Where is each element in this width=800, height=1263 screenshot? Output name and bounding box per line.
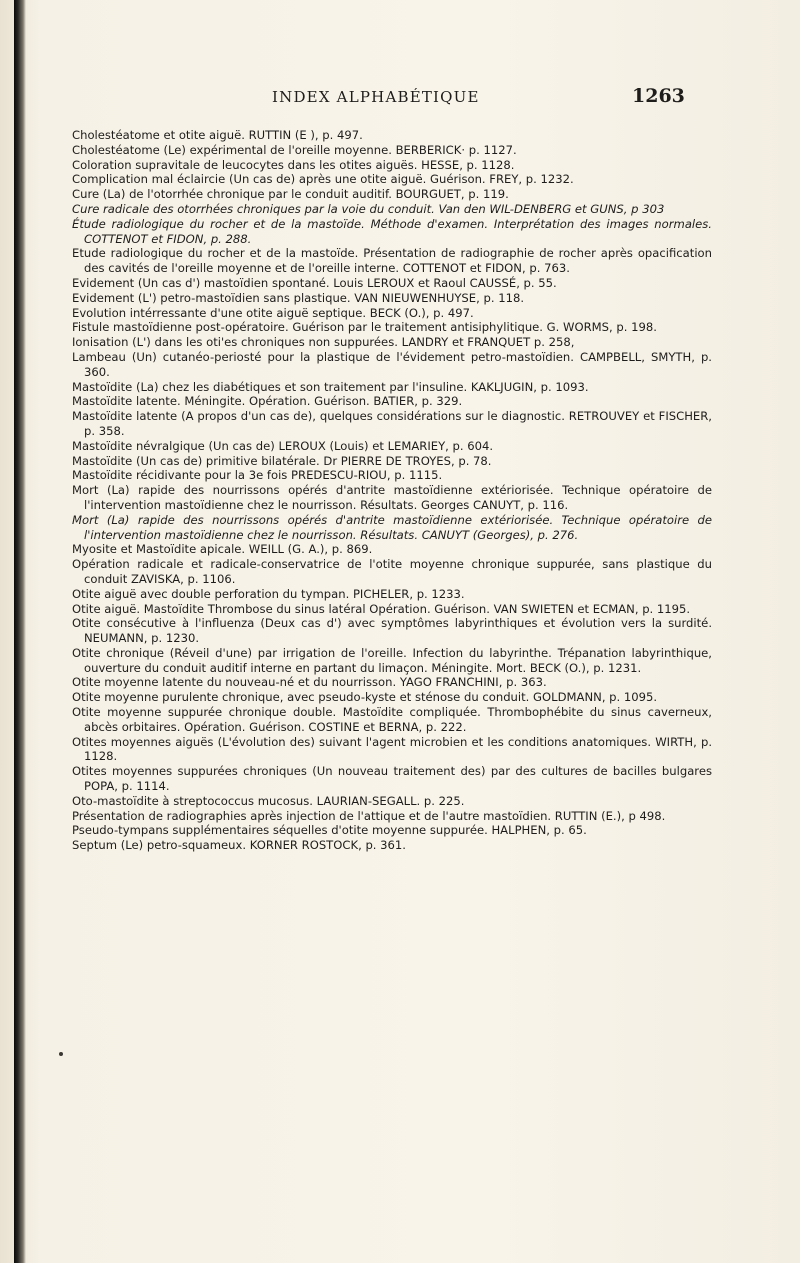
index-entry: Otite chronique (Réveil d'une) par irrigation de l'oreille. Infection du labyrinthe. Trépanation labyrinthique, ouverture du conduit auditif interne en partant du limaçon. Méningite. Mort. BECK (O.), p. 1231.: [72, 645, 712, 675]
index-entry: Cure (La) de l'otorrhée chronique par le conduit auditif. BOURGUET, p. 119.: [72, 187, 509, 202]
index-entry: Opération radicale et radicale-conservatrice de l'otite moyenne chronique suppurée, sans plastique du conduit ZAVISKA, p. 1106.: [72, 557, 712, 586]
index-entry: Mastoïdite (La) chez les diabétiques et son traitement par l'insuline. KAKLJUGIN, p. 1093.: [72, 379, 589, 394]
index-entry: Otite aiguë. Mastoïdite Thrombose du sinus latéral Opération. Guérison. VAN SWIETEN et ECMAN, p. 1195.: [72, 601, 691, 616]
index-entry: Cholestéatome et otite aiguë. RUTTIN (E ), p. 497.: [72, 128, 363, 142]
index-entry: Mastoïdite latente. Méningite. Opération. Guérison. BATIER, p. 329.: [72, 394, 463, 409]
index-entry: Septum (Le) petro-squameux. KORNER ROSTOCK, p. 361.: [72, 838, 406, 853]
index-entry: Otite moyenne latente du nouveau-né et du nourrisson. YAGO FRANCHINI, p. 363.: [72, 675, 547, 690]
index-entry: Coloration supravitale de leucocytes dans les otites aiguës. HESSE, p. 1128.: [72, 157, 515, 172]
index-entry: Otite aiguë avec double perforation du tympan. PICHELER, p. 1233.: [72, 586, 465, 601]
index-entry: Ionisation (L') dans les oti'es chroniques non suppurées. LANDRY et FRANQUET p. 258,: [72, 335, 575, 350]
index-entry: Fistule mastoïdienne post-opératoire. Guérison par le traitement antisiphylitique. G. WORMS, p. 198.: [72, 320, 657, 335]
page-header: [0, 85, 800, 112]
index-entry: Présentation de radiographies après injection de l'attique et de l'autre mastoïdien. RUTTIN (E.), p 498.: [72, 808, 666, 823]
index-entry: Otite moyenne suppurée chronique double. Mastoïdite compliquée. Thrombophébite du sinus caverneux, abcès orbitaires. Opération. Guérison. COSTINE et BERNA, p. 222.: [72, 705, 712, 734]
index-entry: Otite consécutive à l'influenza (Deux cas d') avec symptômes labyrinthiques et évolution vers la surdité. NEUMANN, p. 1230.: [72, 616, 712, 646]
index-entry: Mort (La) rapide des nourrissons opérés d'antrite mastoïdienne extériorisée. Technique opératoire de l'intervention mastoïdienne chez le nourrisson. Résultats. CANUYT (Georges), p. 276.: [72, 512, 712, 542]
index-entry: Complication mal éclaircie (Un cas de) après une otite aiguë. Guérison. FREY, p. 1232.: [72, 172, 574, 187]
page-number: 1263: [632, 85, 685, 107]
index-entry: Oto-mastoïdite à streptococcus mucosus. LAURIAN-SEGALL. p. 225.: [72, 793, 465, 808]
index-entry: Mastoïdite névralgique (Un cas de) LEROUX (Louis) et LEMARIEY, p. 604.: [72, 438, 494, 453]
index-entry: Otites moyennes aiguës (L'évolution des) suivant l'agent microbien et les conditions anatomiques. WIRTH, p. 1128.: [72, 734, 712, 764]
index-entry: Evidement (L') petro-mastoïdien sans plastique. VAN NIEUWENHUYSE, p. 118.: [72, 290, 525, 305]
index-entry: Mort (La) rapide des nourrissons opérés d'antrite mastoïdienne extériorisée. Technique opératoire de l'intervention mastoïdienne chez le nourrisson. Résultats. Georges CANUYT, p. 116.: [72, 483, 712, 512]
index-entry: Cholestéatome (Le) expérimental de l'oreille moyenne. BERBERICK· p. 1127.: [72, 142, 517, 157]
index-entry: Lambeau (Un) cutanéo-periosté pour la plastique de l'évidement petro-mastoïdien. CAMPBELL, SMYTH, p. 360.: [72, 349, 712, 379]
index-entry: Evolution intérressante d'une otite aiguë septique. BECK (O.), p. 497.: [72, 305, 474, 320]
index-entry: Myosite et Mastoïdite apicale. WEILL (G. A.), p. 869.: [72, 542, 373, 557]
margin-ink-dot: [59, 1052, 63, 1056]
index-entry: Pseudo-tympans supplémentaires séquelles d'otite moyenne suppurée. HALPHEN, p. 65.: [72, 823, 587, 838]
index-entry: Evidement (Un cas d') mastoïdien spontané. Louis LEROUX et Raoul CAUSSÉ, p. 55.: [72, 275, 557, 290]
index-entry: Otite moyenne purulente chronique, avec pseudo-kyste et sténose du conduit. GOLDMANN, p. 1095.: [72, 690, 658, 705]
index-entry: Mastoïdite (Un cas de) primitive bilatérale. Dr PIERRE DE TROYES, p. 78.: [72, 453, 492, 468]
index-entry: Étude radiologique du rocher et de la mastoïde. Méthode d'examen. Interprétation des images normales. COTTENOT et FIDON, p. 288.: [72, 216, 712, 246]
index-entry: Mastoïdite latente (A propos d'un cas de), quelques considérations sur le diagnostic. RETROUVEY et FISCHER, p. 358.: [72, 409, 712, 438]
index-entry: Etude radiologique du rocher et de la mastoïde. Présentation de radiographie de rocher après opacification des cavités de l'oreille moyenne et de l'oreille interne. COTTENOT et FIDON, p. 763.: [72, 246, 712, 276]
index-entry: Cure radicale des otorrhées chroniques par la voie du conduit. Van den WIL-DENBERG et GUNS, p 303: [72, 201, 665, 216]
book-spine-shadow: [14, 0, 26, 1263]
index-entry: Otites moyennes suppurées chroniques (Un nouveau traitement des) par des cultures de bacilles bulgares POPA, p. 1114.: [72, 764, 712, 794]
running-title: INDEX ALPHABÉTIQUE: [272, 88, 480, 106]
index-entries: [72, 128, 712, 853]
index-entry: Mastoïdite récidivante pour la 3e fois PREDESCU-RIOU, p. 1115.: [72, 468, 443, 483]
